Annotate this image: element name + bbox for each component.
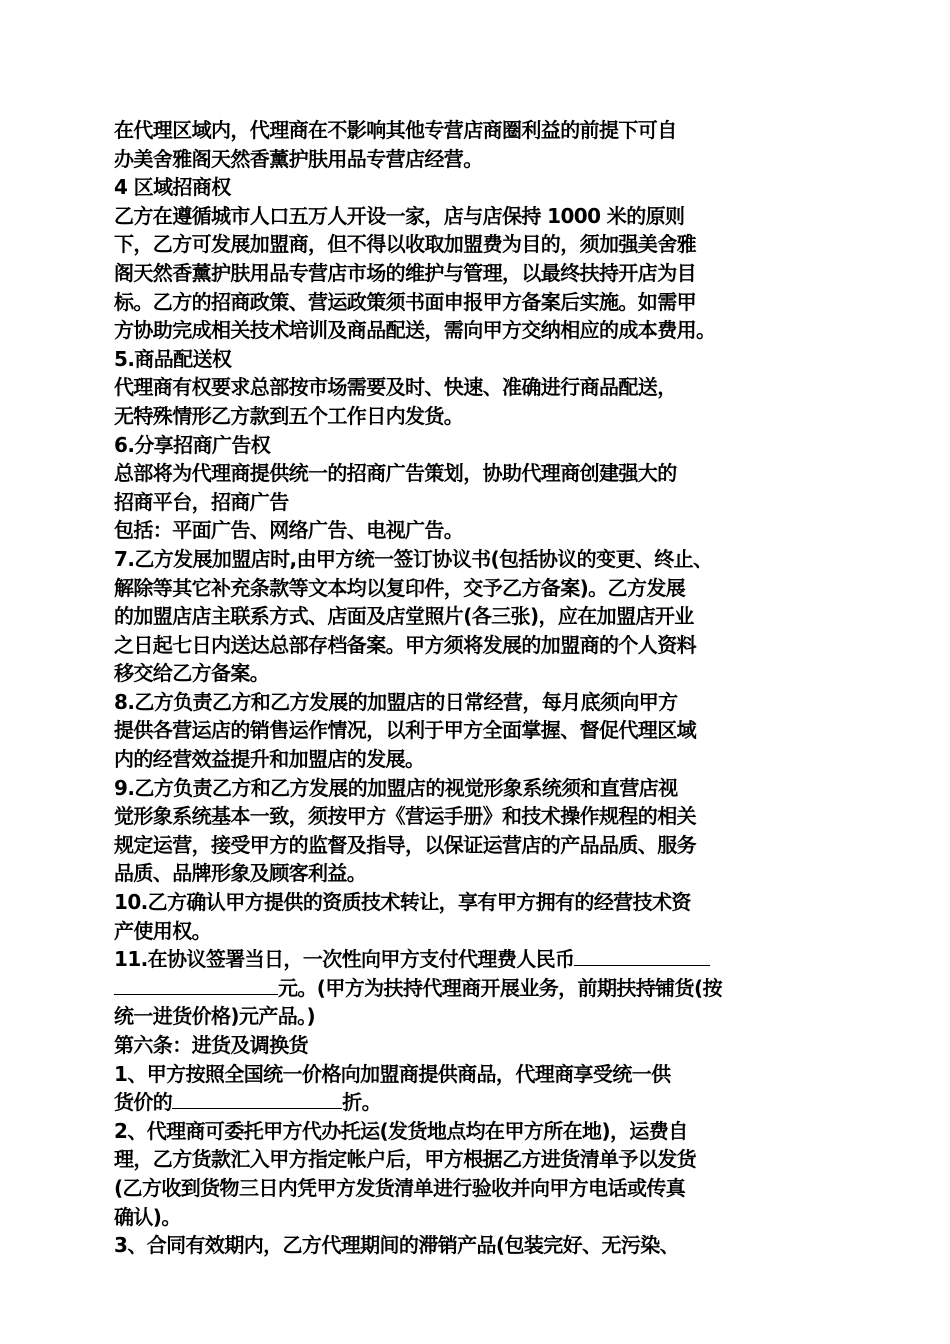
section-heading: 5.商品配送权 (114, 346, 232, 371)
text-line: 在代理区域内，代理商在不影响其他专营店商圈利益的前提下可自 (114, 118, 677, 142)
text-line: 下，乙方可发展加盟商，但不得以收取加盟费为目的，须加强美舍雅 (114, 232, 696, 257)
text-line: 7.乙方发展加盟店时,由甲方统一签订协议书(包括协议的变更、终止、 (114, 546, 713, 571)
text-line: 规定运营，接受甲方的监督及指导，以保证运营店的产品品质、服务 (114, 832, 696, 857)
text-line-with-blank (114, 945, 854, 974)
document-page (114, 116, 854, 1260)
text-line: 阁天然香薰护肤用品专营店市场的维护与管理，以最终扶持开店为目 (114, 260, 696, 285)
text-line: 觉形象系统基本一致，须按甲方《营运手册》和技术操作规程的相关 (114, 804, 696, 829)
text-line: 标。乙方的招商政策、营运政策须书面申报甲方备案后实施。如需甲 (114, 289, 696, 314)
text-segment: 折。 (342, 1090, 382, 1115)
text-line: 统一进货价格)元产品。) (114, 1004, 316, 1029)
text-line: 10.乙方确认甲方提供的资质技术转让，享有甲方拥有的经营技术资 (114, 890, 691, 915)
text-line-with-blank (114, 974, 854, 1003)
fill-in-blank (114, 974, 278, 995)
text-line: 总部将为代理商提供统一的招商广告策划，协助代理商创建强大的 (114, 461, 677, 486)
text-line: 代理商有权要求总部按市场需要及时、快速、准确进行商品配送， (114, 375, 677, 400)
text-line: 包括：平面广告、网络广告、电视广告。 (114, 518, 464, 543)
text-line: 办美舍雅阁天然香薰护肤用品专营店经营。 (114, 146, 483, 171)
fill-in-blank (172, 1088, 342, 1109)
text-line: 8.乙方负责乙方和乙方发展的加盟店的日常经营，每月底须向甲方 (114, 689, 678, 714)
text-segment: 货价的 (114, 1090, 173, 1115)
text-segment: 元。(甲方为扶持代理商开展业务，前期扶持铺货(按 (278, 975, 722, 1000)
section-heading: 6.分享招商广告权 (114, 432, 271, 457)
text-line: 2、代理商可委托甲方代办托运(发货地点均在甲方所在地)，运费自 (114, 1118, 688, 1143)
text-line: 提供各营运店的销售运作情况，以利于甲方全面掌握、督促代理区域 (114, 718, 696, 743)
text-line: 招商平台，招商广告 (114, 489, 289, 514)
text-line: 理，乙方货款汇入甲方指定帐户后，甲方根据乙方进货清单予以发货 (114, 1147, 696, 1172)
chapter-heading: 第六条：进货及调换货 (114, 1033, 308, 1057)
text-line: 1、甲方按照全国统一价格向加盟商提供商品，代理商享受统一供 (114, 1061, 671, 1086)
text-line: 方协助完成相关技术培训及商品配送，需向甲方交纳相应的成本费用。 (114, 318, 716, 343)
text-line: 无特殊情形乙方款到五个工作日内发货。 (114, 403, 464, 428)
text-line-with-blank (114, 1088, 854, 1117)
text-line: 的加盟店店主联系方式、店面及店堂照片(各三张)，应在加盟店开业 (114, 604, 694, 629)
fill-in-blank (574, 945, 710, 966)
text-line: 产使用权。 (114, 918, 211, 943)
text-line: (乙方收到货物三日内凭甲方发货清单进行验收并向甲方电话或传真 (114, 1175, 686, 1200)
section-heading: 4 区域招商权 (114, 175, 231, 200)
text-line: 内的经营效益提升和加盟店的发展。 (114, 747, 425, 772)
text-line: 解除等其它补充条款等文本均以复印件，交予乙方备案)。乙方发展 (114, 575, 686, 600)
text-line: 确认)。 (114, 1204, 181, 1229)
text-line: 3、合同有效期内，乙方代理期间的滞销产品(包装完好、无污染、 (114, 1233, 680, 1258)
text-line: 移交给乙方备案。 (114, 661, 270, 686)
text-segment: 11.在协议签署当日，一次性向甲方支付代理费人民币 (114, 947, 575, 972)
text-line: 之日起七日内送达总部存档备案。甲方须将发展的加盟商的个人资料 (114, 632, 696, 657)
text-line: 9.乙方负责乙方和乙方发展的加盟店的视觉形象系统须和直营店视 (114, 775, 678, 800)
text-line: 品质、品牌形象及顾客利益。 (114, 861, 367, 886)
text-line: 乙方在遵循城市人口五万人开设一家，店与店保持 1000 米的原则 (114, 203, 685, 228)
